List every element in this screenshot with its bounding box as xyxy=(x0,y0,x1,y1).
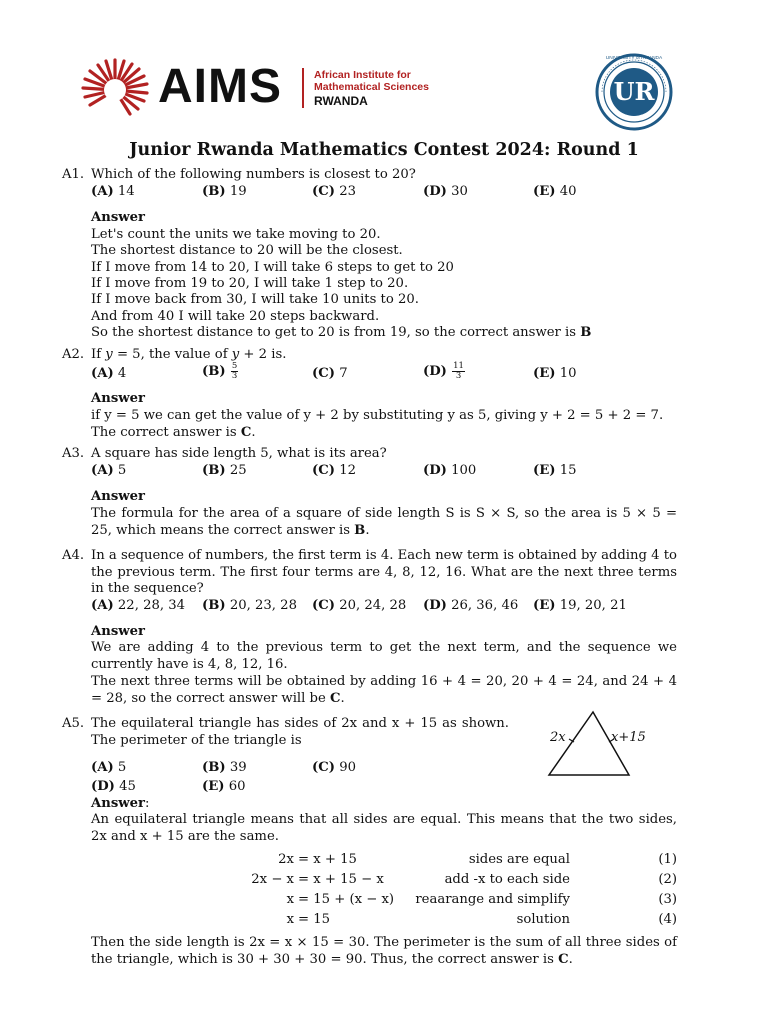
aims-divider xyxy=(302,68,304,108)
a5-number: A5. xyxy=(62,716,85,731)
a4-answer-text-1: We are adding 4 to the previous term to get the next term, and the sequence we currently have is 4, 8, 12, 16. xyxy=(91,640,677,672)
a5-answer-heading: Answer: xyxy=(91,796,150,811)
a4-number: A4. xyxy=(62,548,85,563)
aims-subtitle-1: African Institute for xyxy=(314,69,411,81)
a5-option-c: (C) 90 xyxy=(312,760,356,775)
a2-option-e: (E) 10 xyxy=(533,366,577,381)
aims-subtitle-2: Mathematical Sciences xyxy=(314,81,429,93)
seal-mark: UR xyxy=(613,77,655,106)
page-title: Junior Rwanda Mathematics Contest 2024: Round 1 xyxy=(129,140,639,160)
a2-answer-heading: Answer xyxy=(91,391,145,406)
a2-option-b: (B) $\frac{5}{3}$ xyxy=(202,361,238,381)
a1-answer-line: If I move from 14 to 20, I will take 6 steps to get to 20 xyxy=(91,260,454,275)
a3-option-c: (C) 12 xyxy=(312,463,356,478)
triangle-left-label: 2x xyxy=(550,730,566,745)
a4-question: In a sequence of numbers, the first term is 4. Each new term is obtained by adding 4 to the previous term. The first four terms are 4, 8, 12, 16. What are the next three terms in the sequence? xyxy=(91,548,677,596)
a1-answer-conclusion: So the shortest distance to get to 20 is from 19, so the correct answer is B xyxy=(91,325,592,340)
a1-answer-heading: Answer xyxy=(91,210,145,225)
a2-option-d: (D) $\frac{11}{3}$ xyxy=(423,361,464,381)
a3-option-b: (B) 25 xyxy=(202,463,247,478)
a3-answer-heading: Answer xyxy=(91,489,145,504)
a3-answer-text: The formula for the area of a square of side length S is S × S, so the area is 5 × 5 = 25, which means the correct answer is B. xyxy=(91,506,677,538)
a1-option-e: (E) 40 xyxy=(533,184,577,199)
a5-option-a: (A) 5 xyxy=(91,760,127,775)
a1-number: A1. xyxy=(62,167,85,182)
a4-answer-text-2: The next three terms will be obtained by adding 16 + 4 = 20, 20 + 4 = 24, and 24 + 4 = 28, so the correct answer will be C. xyxy=(91,674,677,706)
a2-answer-conclusion: The correct answer is C. xyxy=(91,425,256,440)
aims-logo xyxy=(76,56,436,116)
a1-option-a: (A) 14 xyxy=(91,184,135,199)
a1-answer-line: If I move from 19 to 20, I will take 1 step to 20. xyxy=(91,276,409,291)
a1-option-d: (D) 30 xyxy=(423,184,468,199)
a3-number: A3. xyxy=(62,446,85,461)
a2-option-c: (C) 7 xyxy=(312,366,348,381)
seal-caption: UNIVERSITY of RWANDA xyxy=(605,56,663,61)
a1-option-c: (C) 23 xyxy=(312,184,356,199)
a5-option-d: (D) 45 xyxy=(91,779,136,794)
a5-answer-text-2: Then the side length is 2x = x × 15 = 30. The perimeter is the sum of all three sides of the triangle, which is 30 + 30 + 30 = 90. Thus, the correct answer is C. xyxy=(91,935,677,967)
a3-option-d: (D) 100 xyxy=(423,463,477,478)
fraction: $\frac{5}{3}$ xyxy=(231,361,238,381)
triangle-right-label: x+15 xyxy=(611,730,646,745)
a1-answer-line: The shortest distance to 20 will be the closest. xyxy=(91,243,403,258)
a4-answer-heading: Answer xyxy=(91,624,145,639)
a1-answer-line: Let's count the units we take moving to 20. xyxy=(91,227,381,242)
a4-option-e: (E) 19, 20, 21 xyxy=(533,598,627,613)
a3-question: A square has side length 5, what is its area? xyxy=(91,446,387,461)
a2-answer-line: if y = 5 we can get the value of y + 2 by substituting y as 5, giving y + 2 = 5 + 2 = 7. xyxy=(91,408,664,423)
fraction: $\frac{11}{3}$ xyxy=(453,361,464,381)
a1-answer-line: If I move back from 30, I will take 10 units to 20. xyxy=(91,292,419,307)
a4-option-c: (C) 20, 24, 28 xyxy=(312,598,407,613)
a1-answer-line: And from 40 I will take 20 steps backward. xyxy=(91,309,380,324)
a2-option-a: (A) 4 xyxy=(91,366,127,381)
aims-subtitle-3: RWANDA xyxy=(314,94,368,108)
a5-option-e: (E) 60 xyxy=(202,779,246,794)
aims-sunburst-icon xyxy=(76,56,154,118)
a1-question: Which of the following numbers is closest to 20? xyxy=(91,167,416,182)
aims-wordmark: AIMS xyxy=(158,60,282,113)
a4-option-d: (D) 26, 36, 46 xyxy=(423,598,519,613)
a3-option-e: (E) 15 xyxy=(533,463,577,478)
university-of-rwanda-seal xyxy=(594,52,674,132)
a1-option-b: (B) 19 xyxy=(202,184,247,199)
a5-answer-text-1: An equilateral triangle means that all sides are equal. This means that the two sides, 2x and x + 15 are the same. xyxy=(91,812,677,844)
a3-option-a: (A) 5 xyxy=(91,463,127,478)
a4-option-b: (B) 20, 23, 28 xyxy=(202,598,297,613)
a4-option-a: (A) 22, 28, 34 xyxy=(91,598,186,613)
a5-question: The equilateral triangle has sides of 2x and x + 15 as shown. The perimeter of the triangle is xyxy=(91,716,509,748)
document-page: AIMS African Institute for Mathematical Sciences RWANDA UR UNIVERSITY of RWANDA Junior Rwanda Mathematics Contest 2024: Round 1 A1. Which of the following numbers is closest to 20? (A) 14 (B) 19 (C) 23 (D) 30 (E) 40 Answer Let's count the units we take moving to 20. The shortest distance to 20 will be the closest. If I move from 14 to 20, I will take 6 steps to get to 20 If I move from 19 to 20, I will take 1 step to 20. If I move back from 30, I will take 10 units to 20. And from 40 I will take 20 steps backward. So the shortest distance to get to 20 is from 19, so the correct answer is B A2. If y = 5, the value of y + 2 is. (A) 4 (B) $\frac{5}{3}$ (C) 7 (D) $\frac{11}{3}$ (E) 10 Answer if y = 5 we can get the value of y + 2 by substituting y as 5, giving y + 2 = 5 + 2 = 7. The correct answer is C. A3. A square has side length 5, what is its area? (A) 5 (B) 25 (C) 12 (D) 100 (E) 15 Answer The formula for the area of a square of side length S is S × S, so the area is 5 × 5 = 25, which means the correct answer is B. A4. In a sequence of numbers, the first term is 4. Each new term is obtained by adding 4 to the previous term. The first four terms are 4, 8, 12, 16. What are the next three terms in the sequence? (A) 22, 28, 34 (B) 20, 23, 28 (C) 20, 24, 28 (D) 26, 36, 46 (E) 19, 20, 21 Answer We are adding 4 to the previous term to get the next term, and the sequence we currently have is 4, 8, 12, 16. The next three terms will be obtained by adding 16 + 4 = 20, 20 + 4 = 24, and 24 + 4 = 28, so the correct answer will be C. A5. The equilateral triangle has sides of 2x and x + 15 as shown. The perimeter of the triangle is 2x x+15 (A) 5 (B) 39 (C) 90 (D) 45 (E) 60 Answer: An equilateral triangle means that all sides are equal. This means that the two sides, 2x and x + 15 are the same. 2x = x + 15 sides are equal (1) 2x − x = x + 15 − x add -x to each side (2) x = 15 + (x − x) reaarange and simplify (3) x = 15 solution (4) Then the side length is 2x = x × 15 = 30. The perimeter is the sum of all three sides of the triangle, which is 30 + 30 + 30 = 90. Thus, the correct answer is C. xyxy=(0,0,768,1024)
a2-question: If y = 5, the value of y + 2 is. xyxy=(91,347,287,362)
triangle-figure xyxy=(540,706,660,782)
a2-number: A2. xyxy=(62,347,85,362)
a5-option-b: (B) 39 xyxy=(202,760,247,775)
